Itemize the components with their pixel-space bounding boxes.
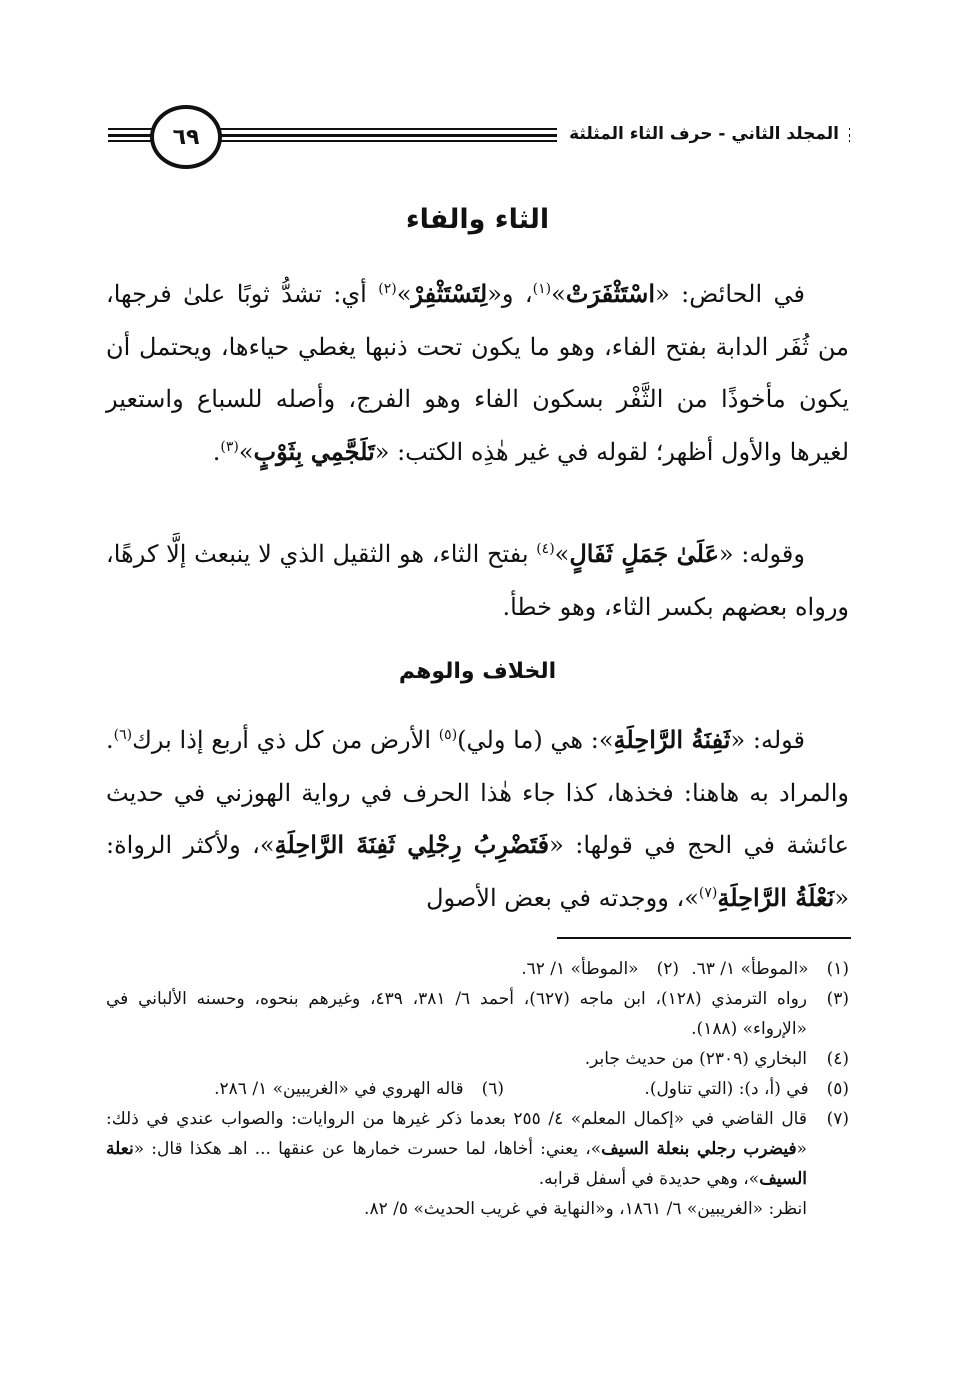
footnote-quote: فيضرب رجلي بنعلة السيف xyxy=(601,1139,797,1159)
footnotes xyxy=(106,954,849,1224)
quoted-word: فَتَضْرِبُ رِجْلِي ثَفِنَةَ الرَّاحِلَةِ xyxy=(274,830,550,859)
footnote-quote: نعلة السيف xyxy=(106,1139,807,1189)
text-run: وقوله: « xyxy=(718,540,805,568)
section-title-khilaf-wahm: الخلاف والوهم xyxy=(398,659,557,684)
footnote-text: قال القاضي في «إكمال المعلم» ٤/ ٢٥٥ بعدما ذكر غيرها من الروايات: والصواب عندي في ذلك: « xyxy=(106,1109,807,1159)
footnote-3 xyxy=(106,984,849,1044)
footnote-1 xyxy=(679,954,849,984)
text-run: »: هي (ما ولي) xyxy=(457,726,614,754)
footnote-text: «الموطأ» ١/ ٦٣. xyxy=(691,959,809,979)
quoted-word: نَعْلَةُ الرَّاحِلَةِ xyxy=(717,882,835,912)
footnote-text: في (أ، د): (التي تناول). xyxy=(644,1079,809,1099)
footnote-ref[interactable]: (٥) xyxy=(438,727,458,743)
text-run: ، و« xyxy=(487,280,533,308)
footnote-6 xyxy=(214,1074,504,1104)
running-title: المجلد الثاني - حرف الثاء المثلثة xyxy=(557,119,849,149)
footnote-text: »، وهي حديدة في أسفل قرابه. xyxy=(538,1169,760,1189)
text-run: »، ووجدته في بعض الأصول xyxy=(426,883,699,912)
text-run: » xyxy=(554,540,570,568)
footnote-5 xyxy=(504,1074,849,1104)
text-run: » xyxy=(551,280,566,308)
footnote-ref[interactable]: (٤) xyxy=(536,541,555,557)
footnote-4 xyxy=(106,1044,849,1074)
footnote-ref[interactable]: (٣) xyxy=(220,438,239,455)
footnote-2 xyxy=(521,954,679,984)
footnote-text: «الموطأ» ١/ ٦٢. xyxy=(521,959,639,979)
footnote-row-5-6 xyxy=(106,1074,849,1104)
footnote-text: »، يعني: أخاها، لما حسرت خمارها عن عنقها ... اهـ هكذا قال: « xyxy=(133,1139,602,1159)
quoted-word: لِتَسْتَثْفِرْ xyxy=(411,279,488,308)
text-run: » xyxy=(396,280,412,308)
footnote-text: رواه الترمذي (١٢٨)، ابن ماجه (٦٢٧)، أحمد ٦/ ٣٨١، ٤٣٩، وغيرهم بنحوه، وحسنه الألباني في «الإرواء» (١٨٨). xyxy=(106,989,807,1039)
text-run: الأرض من كل ذي أربع إذا برك xyxy=(132,726,439,754)
footnote-row-1-2 xyxy=(106,954,849,984)
footnote-separator xyxy=(557,937,851,939)
paragraph-3 xyxy=(106,714,849,924)
text-run: قوله: « xyxy=(730,726,806,754)
footnote-text: قاله الهروي في «الغريبين» ١/ ٢٨٦. xyxy=(214,1079,464,1099)
footnote-ref[interactable]: (١) xyxy=(532,281,552,297)
footnote-number: (٦) xyxy=(481,1079,504,1099)
footnote-number: (٥) xyxy=(826,1079,849,1099)
quoted-word: ثَفِنَةُ الرَّاحِلَةِ xyxy=(613,725,731,754)
quoted-word: اسْتَثْفَرَتْ xyxy=(565,279,656,308)
paragraph-2 xyxy=(106,528,849,633)
text-run: » xyxy=(238,437,254,466)
footnote-number: (٧) xyxy=(826,1109,849,1129)
quoted-word: تَلَجَّمِي بِثَوْبٍ xyxy=(253,436,375,466)
text-run: . xyxy=(212,437,221,466)
paragraph-1 xyxy=(106,268,849,478)
text-run: أي: تشدُّ ثوبًا علىٰ فرجها، من ثُفَر الدابة بفتح الفاء، وهو ما يكون تحت ذنبها يغطي حياءها، ويحتمل أن يكون مأخوذًا من الثَّفْر بسكون الفاء وهو الفرج، وأصله للسباع واستعير لغيرها والأول أظهر؛ لقوله في غير هٰذِه الكتب: « xyxy=(106,280,849,466)
footnote-number: (١) xyxy=(826,959,849,979)
footnote-text: انظر: «الغريبين» ٦/ ١٨٦١، و«النهاية في غريب الحديث» ٥/ ٨٢. xyxy=(364,1199,807,1219)
footnote-ref[interactable]: (٦) xyxy=(113,727,133,743)
footnote-number: (٣) xyxy=(826,989,849,1009)
footnote-7 xyxy=(106,1104,849,1224)
text-run: . والمراد به هاهنا: فخذها، كذا جاء هٰذا الحرف في رواية الهوزني في حديث عائشة في الحج في قولها: « xyxy=(106,726,849,859)
page-number: ٦٩ xyxy=(150,105,222,169)
text-run: بفتح الثاء، هو الثقيل الذي لا ينبعث إلَّا كرهًا، ورواه بعضهم بكسر الثاء، وهو خطأ. xyxy=(106,540,849,621)
footnote-number: (٤) xyxy=(826,1049,849,1069)
quoted-word: عَلَىٰ جَمَلٍ ثَفَالٍ xyxy=(569,539,719,568)
text-run: في الحائض: « xyxy=(655,280,805,308)
text-run: »، ولأكثر الرواة: « xyxy=(106,831,849,912)
footnote-ref[interactable]: (٢) xyxy=(378,281,397,297)
footnote-text: البخاري (٢٣٠٩) من حديث جابر. xyxy=(584,1049,807,1069)
section-title-tha-wal-fa: الثاء والفاء xyxy=(405,204,550,235)
footnote-ref[interactable]: (٧) xyxy=(698,884,718,901)
footnote-number: (٢) xyxy=(656,959,679,979)
